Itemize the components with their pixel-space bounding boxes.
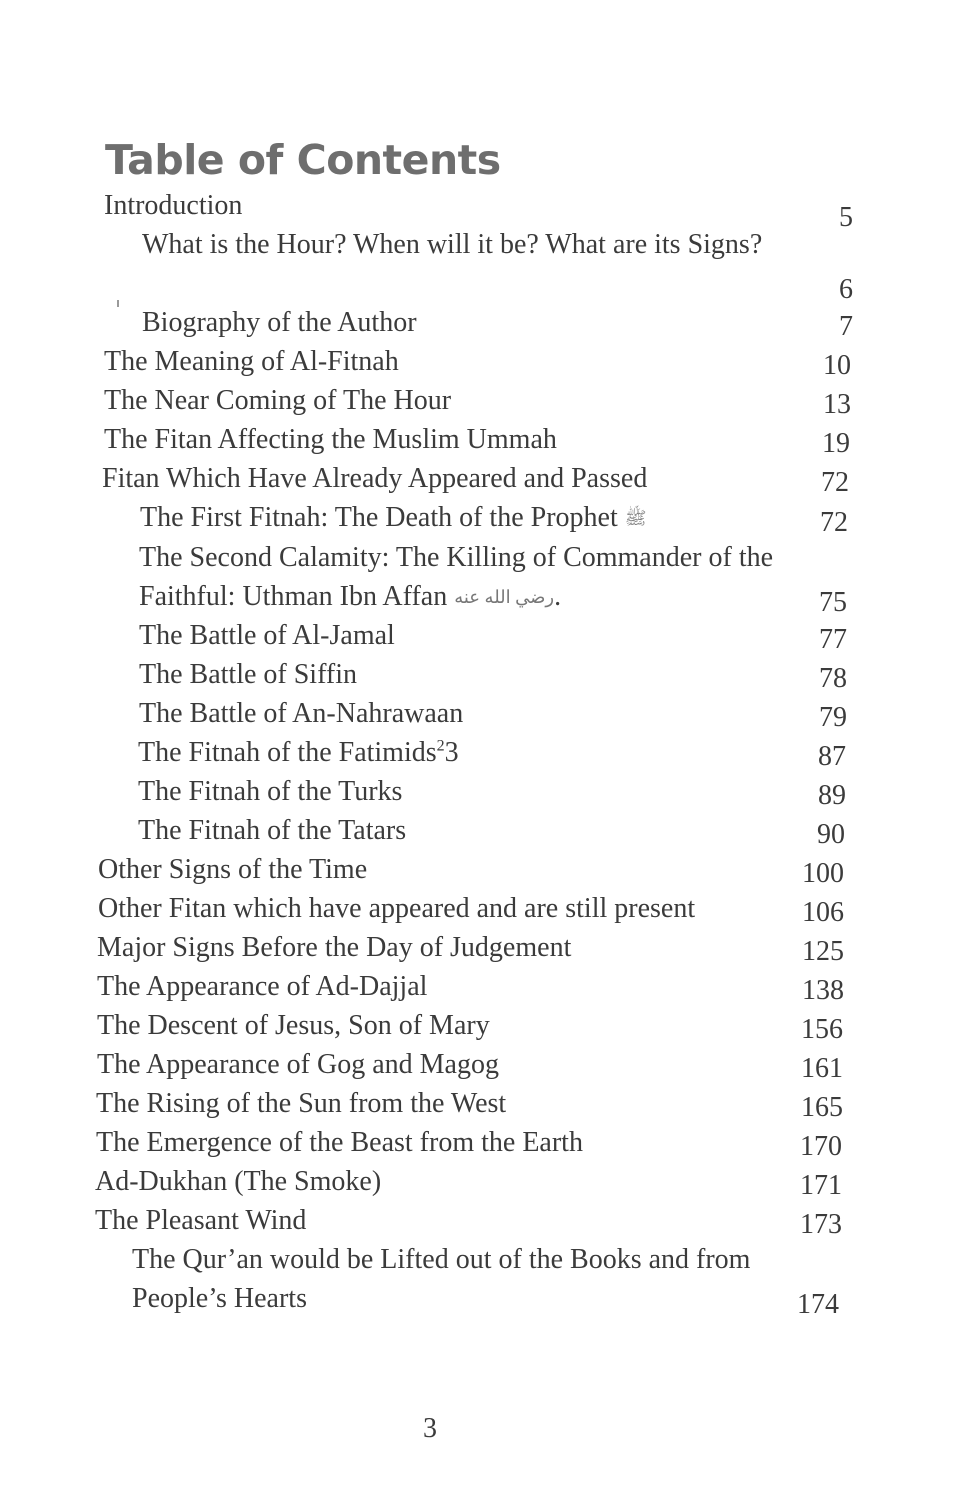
toc-entry-page: 171 xyxy=(800,1170,842,1201)
page-number: 3 xyxy=(423,1413,437,1444)
toc-entry-biography xyxy=(0,303,970,342)
toc-entry-title: The Qur’an would be Lifted out of the Books and from People’s Hearts xyxy=(132,1244,751,1314)
toc-entry-ad-dajjal xyxy=(0,967,970,1006)
toc-entry-battle-al-jamal xyxy=(0,616,970,655)
toc-entry-other-signs xyxy=(0,850,970,889)
toc-entry-title: The Descent of Jesus, Son of Mary xyxy=(97,1010,490,1041)
toc-entry-fitnah-tatars xyxy=(0,811,970,850)
toc-entry-first-fitnah xyxy=(0,498,970,538)
toc-entry-page: 6 xyxy=(839,274,853,305)
toc-entry-rising-sun xyxy=(0,1084,970,1123)
toc-entry-page: 72 xyxy=(820,507,848,538)
toc-entry-title: What is the Hour? When will it be? What are its Signs? xyxy=(142,229,763,260)
toc-entry-page: 138 xyxy=(802,975,844,1006)
toc-entry-page: 72 xyxy=(821,467,849,498)
toc-entry-beast xyxy=(0,1123,970,1162)
toc-entry-descent-jesus xyxy=(0,1006,970,1045)
toc-entry-title: Biography of the Author xyxy=(142,307,417,338)
toc-entry-page: 89 xyxy=(818,780,846,811)
toc-entry-fitan-affecting xyxy=(0,420,970,459)
toc-entry-near-coming xyxy=(0,381,970,420)
toc-entry-gog-magog xyxy=(0,1045,970,1084)
toc-entry-page: 161 xyxy=(801,1053,843,1084)
toc-entry-ad-dukhan xyxy=(0,1162,970,1201)
toc-entry-other-fitan-present xyxy=(0,889,970,928)
toc-entry-title: The Fitnah of the Fatimids xyxy=(138,737,437,768)
toc-entry-what-is-the-hour xyxy=(0,225,970,303)
toc-entry-title: Other Signs of the Time xyxy=(98,854,368,885)
toc-entry-title: Introduction xyxy=(104,190,243,221)
toc-entry-page: 5 xyxy=(839,202,853,233)
toc-entry-fitnah-fatimids xyxy=(0,733,970,772)
toc-entry-page: 75 xyxy=(819,587,847,618)
toc-entry-title: The Fitnah of the Turks xyxy=(138,776,403,807)
toc-entry-page: 106 xyxy=(802,897,844,928)
toc-entry-page: 90 xyxy=(817,819,845,850)
toc-entry-title: The Emergence of the Beast from the Earth xyxy=(96,1127,583,1158)
toc-entry-title: Fitan Which Have Already Appeared and Passed xyxy=(102,463,648,494)
toc-entry-title: Other Fitan which have appeared and are still present xyxy=(98,893,696,924)
footnote-mark: 2 xyxy=(436,737,445,755)
toc-entry-page: 125 xyxy=(802,936,844,967)
honorific-glyph-icon: ﷺ xyxy=(624,508,647,528)
toc-entry-introduction xyxy=(0,186,970,233)
toc-entry-page: 13 xyxy=(823,389,851,420)
toc-entry-page: 174 xyxy=(797,1289,839,1320)
toc-entry-title: The Battle of Al-Jamal xyxy=(139,620,395,651)
toc-entry-fitnah-turks xyxy=(0,772,970,811)
toc-entry-page: 78 xyxy=(819,663,847,694)
honorific-glyph-icon: رضي الله عنه xyxy=(454,587,555,607)
footnote-tail: 3 xyxy=(444,737,459,768)
toc-entry-title: Ad-Dukhan (The Smoke) xyxy=(95,1166,382,1197)
toc-entry-meaning-al-fitnah xyxy=(0,342,970,381)
toc-entry-page: 87 xyxy=(818,741,846,772)
toc-entry-title: The First Fitnah: The Death of the Prophet xyxy=(140,502,618,533)
toc-entry-title: The Near Coming of The Hour xyxy=(104,385,452,416)
toc-entry-title: The Fitan Affecting the Muslim Ummah xyxy=(104,424,557,455)
toc-entry-title: The Fitnah of the Tatars xyxy=(138,815,407,846)
toc-entry-title: The Meaning of Al-Fitnah xyxy=(104,346,399,377)
toc-entry-fitan-already-appeared xyxy=(0,459,970,498)
toc-entry-title: The Rising of the Sun from the West xyxy=(96,1088,507,1119)
toc-heading: Table of Contents xyxy=(105,136,501,184)
toc-entry-battle-siffin xyxy=(0,655,970,694)
toc-entry-page: 156 xyxy=(801,1014,843,1045)
toc-entry-page: 173 xyxy=(800,1209,842,1240)
toc-entry-page: 100 xyxy=(802,858,844,889)
toc-list xyxy=(0,186,970,1318)
toc-entry-title: The Battle of An-Nahrawaan xyxy=(139,698,464,729)
toc-entry-page: 77 xyxy=(819,624,847,655)
toc-entry-pleasant-wind xyxy=(0,1201,970,1240)
toc-entry-quran-lifted xyxy=(0,1240,970,1318)
toc-entry-title: The Appearance of Ad-Dajjal xyxy=(97,971,428,1002)
toc-entry-title: The Second Calamity: The Killing of Commander of the Faithful: Uthman Ibn Affan xyxy=(139,542,774,612)
toc-entry-page: 10 xyxy=(823,350,851,381)
toc-entry-second-calamity: The Second Calamity: The Killing of Commander of the Faithful: Uthman Ibn Affan رضي الله عنه. 75 xyxy=(0,538,970,616)
toc-entry-page: 170 xyxy=(800,1131,842,1162)
toc-entry-major-signs xyxy=(0,928,970,967)
toc-entry-page: 165 xyxy=(801,1092,843,1123)
toc-entry-page: 7 xyxy=(839,311,853,342)
toc-entry-title: The Battle of Siffin xyxy=(139,659,357,690)
toc-entry-battle-nahrawaan xyxy=(0,694,970,733)
toc-entry-page: 79 xyxy=(819,702,847,733)
toc-entry-page: 19 xyxy=(822,428,850,459)
toc-entry-title: Major Signs Before the Day of Judgement xyxy=(97,932,572,963)
toc-entry-title: The Appearance of Gog and Magog xyxy=(97,1049,499,1080)
toc-entry-title: The Pleasant Wind xyxy=(95,1205,307,1236)
